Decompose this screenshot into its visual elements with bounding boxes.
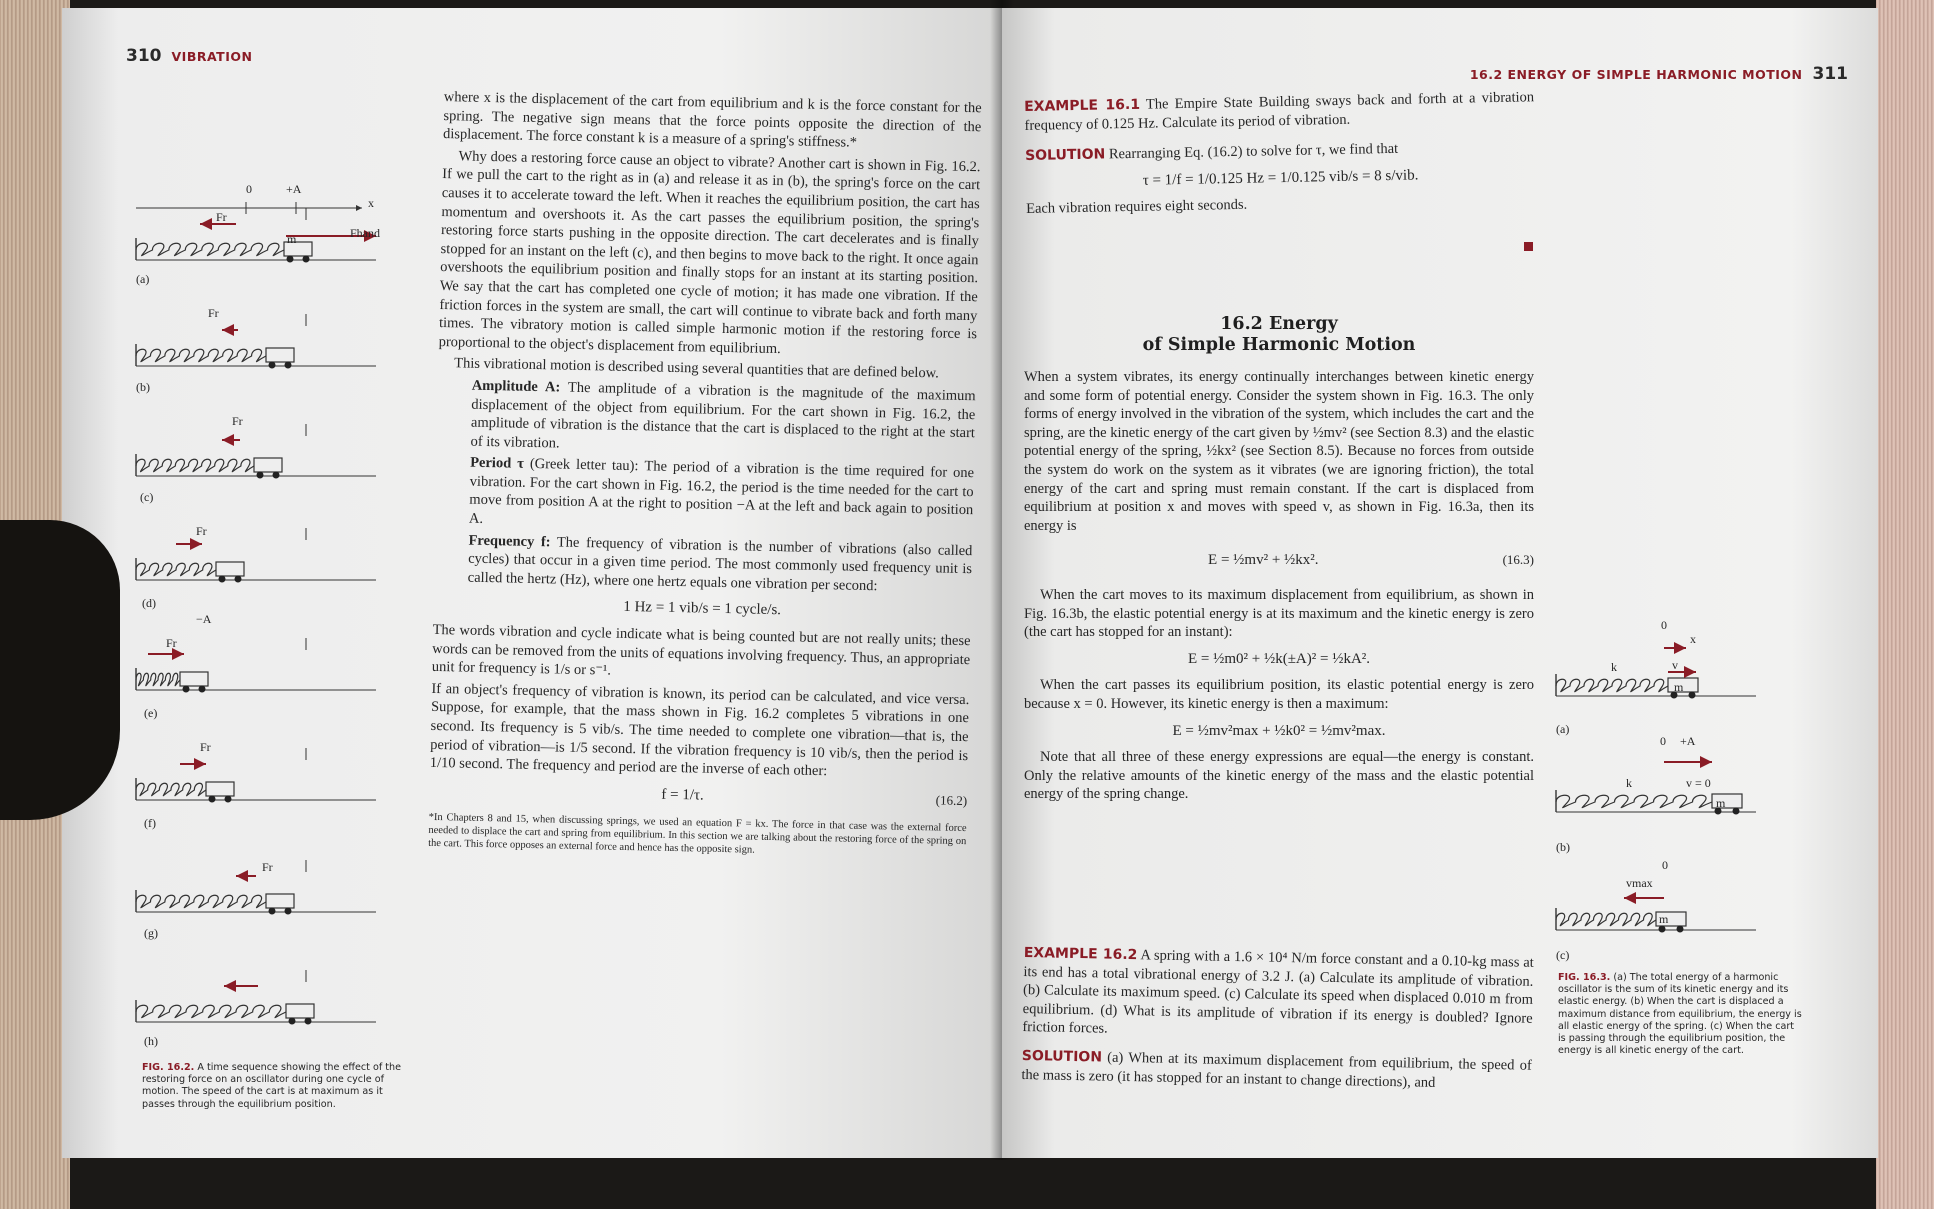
- left-footnote: *In Chapters 8 and 15, when discussing springs, we used an equation F = kx. The force in that case was the external force needed to displace the cart and spring from equilibrium. In this section we are talking about the restoring force of the spring on the cart. This force opposes an external force and hence has the opposite sign.: [428, 812, 967, 857]
- frequency-definition: [468, 531, 973, 597]
- frequency-period-equation: [429, 781, 967, 811]
- solution-16-1-label: SOLUTION: [1024, 146, 1106, 165]
- fig3a-v-label: v: [1672, 658, 1678, 672]
- right-paragraph-2: When the cart moves to its maximum displacement from equilibrium, as shown in Fig. 16.3b, the elastic potential energy is at its maximum and the kinetic energy is zero (the cart has stopped for an instant):: [1024, 586, 1534, 641]
- fig-16-2-panel-f: (f): [144, 816, 156, 830]
- cart: [180, 672, 208, 686]
- equation-number-16-2: (16.2): [935, 792, 968, 808]
- cart-wheel: [303, 256, 310, 263]
- cart-wheel: [287, 256, 294, 263]
- cart: [266, 894, 294, 908]
- figure-16-3-drawing: [1556, 618, 1776, 958]
- period-term: Period τ: [469, 454, 525, 473]
- cart-wheel: [285, 362, 292, 369]
- right-page-edges: [1876, 0, 1934, 1209]
- right-text-column-top: [1024, 88, 1536, 222]
- equation-16-3-formula: E = ½mv² + ½kx².: [1208, 552, 1319, 569]
- spring: [136, 563, 216, 575]
- fig-16-2-panel-c: (c): [140, 490, 154, 504]
- right-paragraph-3: When the cart passes its equilibrium position, its elastic potential energy is zero because x = 0. However, its kinetic energy is then a maximum:: [1024, 677, 1534, 712]
- equation-16-3: [1024, 551, 1534, 570]
- cart: [216, 562, 244, 576]
- fig-16-2-panel-g: (g): [144, 926, 158, 940]
- cart-wheel: [269, 908, 276, 915]
- thumb-shadow: [0, 520, 120, 820]
- solution-16-2-label: SOLUTION: [1021, 1047, 1103, 1066]
- section-title-line-2: of Simple Harmonic Motion: [1142, 335, 1416, 355]
- running-title-left: VIBRATION: [171, 49, 253, 64]
- figure-16-2-drawing: [136, 180, 396, 860]
- example-16-2-text: A spring with a 1.6 × 10⁴ N/m force constant and a 0.10-kg mass at its end has a total vibrational energy of 3.2 J. (a) Calculate its amplitude of vibration. (b) Calculate its maximum speed. (c) Calculate its speed when displaced 0.010 m from equilibrium. (d) What is its amplitude of vibration if its energy is doubled? Ignore friction forces.: [1022, 947, 1534, 1037]
- cart-wheel: [289, 1018, 296, 1025]
- period-text: (Greek letter tau): The period of a vibration is the time required for one vibration. For the cart shown in Fig. 16.2, the period is the time needed for the cart to move from position A at the right to position −A at the left and back again to position A.: [468, 456, 975, 527]
- fig3c-mass-label: m: [1659, 912, 1669, 926]
- running-title-right: 16.2 ENERGY OF SIMPLE HARMONIC MOTION: [1469, 67, 1803, 82]
- fig3a-k-label: k: [1611, 660, 1617, 674]
- cart-wheel: [225, 796, 232, 803]
- page-number-right: 311: [1812, 64, 1848, 84]
- right-paragraph-1: When a system vibrates, its energy continually interchanges between kinetic energy and some form of potential energy. Consider the system shown in Fig. 16.3. The only forms of energy involved in the vibration of the system, which includes the cart and the spring, are the kinetic energy of the cart given by ½mv² (see Section 8.3) and the elastic potential energy of the spring, ½kx² (see Section 8.5). Because no forces from outside the system do work on the system as it vibrates (we are ignoring friction), the total energy of the cart and spring must remain constant. If the cart is displaced from equilibrium at position x and moves with speed v, as shown in Fig. 16.3a, then its energy is: [1024, 369, 1534, 534]
- fig-16-2-panel-d: (d): [142, 596, 156, 610]
- fig3a-x-label: x: [1690, 632, 1696, 646]
- equation-number-16-3: (16.3): [1502, 552, 1534, 568]
- fig-16-3-panel-a: (a): [1556, 722, 1570, 736]
- cart: [266, 348, 294, 362]
- cart: [254, 458, 282, 472]
- cart-wheel: [285, 908, 292, 915]
- spring: [1556, 795, 1712, 807]
- max-speed-equation: E = ½mv²max + ½k0² = ½mv²max.: [1172, 722, 1386, 739]
- cart-wheel: [269, 362, 276, 369]
- left-text-column: [428, 88, 982, 864]
- period-solution-equation: τ = 1/f = 1/0.125 Hz = 1/0.125 vib/s = 8 s/vib.: [1142, 167, 1419, 189]
- cart-wheel: [305, 1018, 312, 1025]
- force-label-c: Fr: [232, 414, 243, 428]
- mass-label: m: [287, 232, 297, 246]
- spring: [136, 243, 284, 255]
- left-paragraph-4: The words vibration and cycle indicate what is being counted but are not really units; these words can be removed from the units of equations involving frequency. Thus, an appropriate unit for frequency is 1/s or s⁻¹.: [431, 621, 971, 679]
- cart-wheel: [1677, 926, 1684, 933]
- fig-16-2-caption-text: A time sequence showing the effect of the restoring force on an oscillator during one cycle of motion. The speed of the cart is at maximum as it passes through the equilibrium position.: [142, 1062, 402, 1110]
- frequency-period-formula: f = 1/τ.: [661, 786, 704, 804]
- fig-16-3-panel-b: (b): [1556, 840, 1570, 854]
- fig-16-3-caption: [1558, 972, 1802, 1057]
- period-definition: [469, 454, 974, 539]
- page-number-left: 310: [126, 46, 162, 66]
- section-title-line-1: Energy: [1268, 314, 1338, 334]
- right-paragraph-4: Note that all three of these energy expressions are equal—the energy is constant. Only the relative amounts of the kinetic energy of the mass and the elastic potential energy of the spring change.: [1024, 749, 1534, 803]
- cart-wheel: [1733, 808, 1740, 815]
- figure-16-3: [1556, 618, 1776, 958]
- force-label-f: Fr: [200, 740, 211, 754]
- amplitude-term: Amplitude A:: [471, 377, 561, 396]
- fig-16-2-caption: [142, 1062, 404, 1111]
- force-label-b: Fr: [208, 306, 219, 320]
- fig3b-zero-label: 0: [1660, 734, 1666, 748]
- cart-wheel: [235, 576, 242, 583]
- fig-16-3-panel-c: (c): [1556, 948, 1570, 962]
- force-label-a: Fr: [216, 210, 227, 224]
- cart-wheel: [209, 796, 216, 803]
- left-running-head: [126, 46, 252, 66]
- fig-16-3-caption-label: FIG. 16.3.: [1558, 972, 1611, 983]
- amplitude-text: The amplitude of a vibration is the magnitude of the maximum displacement of the object from equilibrium. For the cart shown in Fig. 16.2, the amplitude of vibration is the distance that the cart is displaced to the right at the start of its vibration.: [470, 379, 976, 452]
- fig3c-vmax-label: vmax: [1626, 876, 1653, 890]
- axis-a-label: +A: [286, 182, 302, 196]
- example-16-1-label: EXAMPLE 16.1: [1024, 96, 1141, 115]
- force-label-g: Fr: [262, 860, 273, 874]
- example-16-2: [1022, 944, 1534, 1047]
- example-16-1-text: The Empire State Building sways back and forth at a vibration frequency of 0.125 Hz. Calculate its period of vibration.: [1024, 89, 1535, 134]
- cart-wheel: [257, 472, 264, 479]
- hertz-equation: 1 Hz = 1 vib/s = 1 cycle/s.: [623, 599, 782, 619]
- fig-16-2-panel-h: (h): [144, 1034, 158, 1048]
- solution-16-2-text: (a) When at its maximum displacement from equilibrium, the speed of the mass is zero (it has stopped for an instant to change directions), and: [1021, 1049, 1532, 1091]
- fig3b-v0-label: v = 0: [1686, 776, 1711, 790]
- end-of-example-marker: [1524, 242, 1533, 251]
- example-16-2-label: EXAMPLE 16.2: [1023, 944, 1138, 964]
- fig3b-mass-label: m: [1716, 796, 1726, 810]
- fig-16-2-panel-a: (a): [136, 272, 150, 286]
- solution-16-1-result: Each vibration requires eight seconds.: [1025, 197, 1248, 218]
- right-running-head: [1470, 64, 1848, 84]
- fig-16-2-caption-label: FIG. 16.2.: [142, 1062, 195, 1073]
- cart: [206, 782, 234, 796]
- left-paragraph-3: This vibrational motion is described using several quantities that are defined below.: [454, 355, 939, 382]
- fig3a-zero-label: 0: [1661, 618, 1667, 632]
- fig-16-3-caption-text: (a) The total energy of a harmonic oscillator is the sum of its kinetic energy and its elastic energy. (b) When the cart is displaced a maximum distance from equilibrium, the energy is all elastic energy of the spring. (c) When the cart is passing through the equilibrium position, the energy is all kinetic energy of the cart.: [1558, 972, 1802, 1057]
- fig-16-2-panel-e: (e): [144, 706, 158, 720]
- fig3a-mass-label: m: [1674, 680, 1684, 694]
- force-label-d: Fr: [196, 524, 207, 538]
- solution-16-2: [1021, 1047, 1532, 1094]
- cart: [286, 1004, 314, 1018]
- fig-16-2-panel-b: (b): [136, 380, 150, 394]
- left-paragraph-1: where x is the displacement of the cart from equilibrium and k is the force constant for the spring. The negative sign means that the force points opposite the direction of the displacement. The force constant k is a measure of a spring's stiffness.*: [442, 88, 982, 151]
- fig3b-a-label: +A: [1680, 734, 1696, 748]
- solution-16-1: [1025, 137, 1535, 165]
- spring: [136, 459, 254, 471]
- section-number: 16.2: [1220, 314, 1263, 334]
- spring: [1556, 913, 1656, 925]
- right-text-column-bottom: [1021, 944, 1534, 1097]
- figure-16-2: [136, 180, 396, 874]
- spring: [1556, 679, 1668, 691]
- axis-zero-label: 0: [246, 182, 252, 196]
- section-title: [1024, 314, 1534, 356]
- fig3b-k-label: k: [1626, 776, 1632, 790]
- cart-wheel: [183, 686, 190, 693]
- max-displacement-equation: E = ½m0² + ½k(±A)² = ½kA².: [1187, 650, 1371, 667]
- cart-wheel: [1689, 692, 1696, 699]
- fig3c-zero-label: 0: [1662, 858, 1668, 872]
- solution-16-1-text: Rearranging Eq. (16.2) to solve for τ, we find that: [1108, 141, 1399, 163]
- right-text-column-main: [1024, 314, 1534, 807]
- cart-wheel: [219, 576, 226, 583]
- left-paragraph-2: Why does a restoring force cause an object to vibrate? Another cart is shown in Fig. 16.2. If we pull the cart to the right as in (a) and release it as in (b), the spring's force on the cart causes it to accelerate toward the left. When it reaches the equilibrium position, the cart has momentum and overshoots it. As the cart passes the equilibrium position, the spring's restoring force starts pushing in the opposite direction. The cart decelerates and is finally stopped for an instant on the left (c), and then begins to move back to the right. It once again overshoots the equilibrium position and finally stops for an instant at its starting position. We say that the cart has completed one cycle of motion; it has made one vibration. If the friction forces in the system are small, the cart will continue to vibrate back and forth many times. The vibratory motion is called simple harmonic motion if the restoring force is proportional to the object's displacement from equilibrium.: [438, 148, 981, 357]
- left-paragraph-5: If an object's frequency of vibration is known, its period can be calculated, and vice versa. Suppose, for example, that the mass shown in Fig. 16.2 completes 5 vibrations in one second. Its frequency is 5 vib/s. The time needed to complete one vibration—that is, the period of vibration—is 1/5 second. If the vibration frequency is 10 vib/s, then the period is 1/10 second. The frequency and period are the inverse of each other:: [429, 680, 970, 780]
- spring: [136, 783, 206, 795]
- amplitude-definition: [470, 377, 975, 462]
- force-label-e: Fr: [166, 636, 177, 650]
- spring: [136, 673, 180, 685]
- hand-force-label: Fhand: [350, 226, 380, 240]
- frequency-text: The frequency of vibration is the number of vibrations (also called cycles) that occur in a given time period. The most commonly used frequency unit is called the hertz (Hz), where one hertz equals one vibration per second:: [467, 534, 973, 595]
- neg-a-label: −A: [196, 612, 212, 626]
- cart-wheel: [273, 472, 280, 479]
- frequency-term: Frequency f:: [468, 532, 551, 550]
- spring: [136, 349, 266, 361]
- axis-x-label: x: [368, 196, 374, 210]
- cart-wheel: [199, 686, 206, 693]
